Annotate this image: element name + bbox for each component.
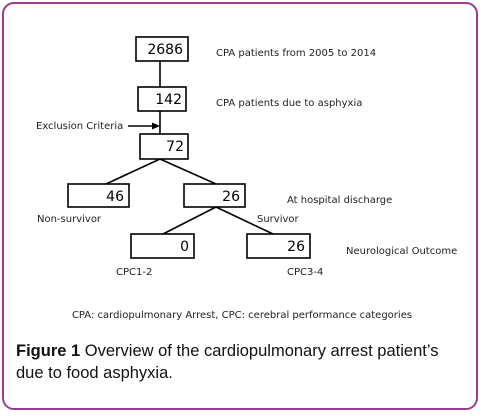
node-value-0: 0 (180, 239, 189, 255)
edge-72-46 (106, 159, 160, 184)
exclusion-arrow-head (152, 123, 160, 130)
label-at-hospital-discharge: At hospital discharge (287, 195, 393, 206)
node-value-2686: 2686 (147, 42, 183, 58)
node-value-46: 46 (106, 189, 124, 205)
edge-26-0 (163, 207, 216, 234)
edge-72-26 (160, 159, 216, 184)
label-cpc12: CPC1-2 (116, 267, 153, 278)
label-non-survivor: Non-survivor (37, 214, 102, 225)
node-value-26b: 26 (287, 239, 305, 255)
label-cpc34: CPC3-4 (287, 267, 324, 278)
label-exclusion-criteria: Exclusion Criteria (36, 121, 124, 132)
figure-caption (16, 340, 466, 384)
label-neurological-outcome: Neurological Outcome (346, 246, 458, 257)
label-survivor: Survivor (257, 214, 299, 225)
node-value-142: 142 (155, 92, 182, 108)
figure-caption-text: Overview of the cardiopulmonary arrest patient’s due to food asphyxia. (16, 342, 439, 382)
label-cpa-asphyxia: CPA patients due to asphyxia (216, 98, 363, 109)
label-cpa-patients: CPA patients from 2005 to 2014 (216, 48, 377, 59)
node-value-26a: 26 (222, 189, 240, 205)
footnote-abbreviations: CPA: cardiopulmonary Arrest, CPC: cerebral performance categories (71, 310, 413, 321)
figure-label: Figure 1 (16, 342, 81, 360)
node-value-72: 72 (166, 139, 184, 155)
